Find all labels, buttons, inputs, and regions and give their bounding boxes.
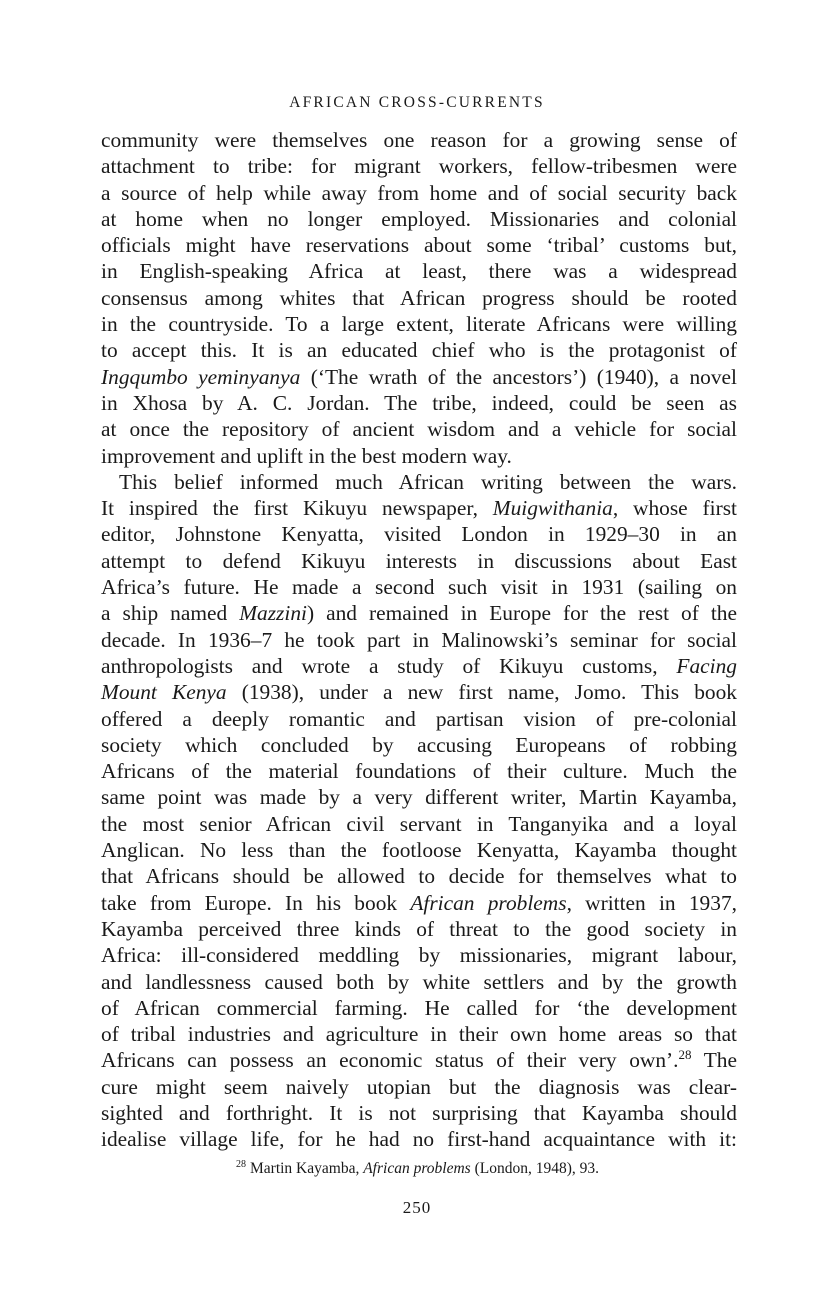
text-run: consensus among whites that African progress should be rooted [101, 285, 737, 310]
text-run: and landlessness caused both by white settlers and by the growth [101, 969, 737, 994]
text-line [101, 995, 737, 1021]
text-run: improvement and uplift in the best modern way. [101, 443, 512, 468]
text-line [101, 285, 737, 311]
text-run: of African commercial farming. He called for ‘the development [101, 995, 737, 1020]
footnote [236, 1159, 736, 1179]
text-line [101, 969, 737, 995]
text-run: sighted and forthright. It is not surprising that Kayamba should [101, 1100, 737, 1125]
text-line [101, 811, 737, 837]
text-run: the most senior African civil servant in Tanganyika and a loyal [101, 811, 737, 836]
text-run: anthropologists and wrote a study of Kikuyu customs, [101, 653, 677, 678]
text-run: of tribal industries and agriculture in their own home areas so that [101, 1022, 737, 1047]
text-run: in Xhosa by A. C. Jordan. The tribe, indeed, could be seen as [101, 390, 737, 415]
body-text [101, 127, 737, 1153]
text-run: a ship named [101, 601, 240, 626]
footnote-reference: 28 [678, 1047, 692, 1063]
text-run: Africans of the material foundations of their culture. Much the [101, 759, 737, 784]
text-run: It inspired the first Kikuyu newspaper, [101, 496, 493, 521]
text-run: attachment to tribe: for migrant workers, fellow-tribesmen were [101, 154, 737, 179]
text-line [101, 258, 737, 284]
text-run: in the countryside. To a large extent, literate Africans were willing [101, 312, 737, 337]
text-line [101, 706, 737, 732]
text-run: Africa: ill-considered meddling by missionaries, migrant labour, [101, 943, 737, 968]
text-line [101, 206, 737, 232]
text-line [101, 942, 737, 968]
text-line [101, 364, 737, 390]
italic-title: Mount Kenya [101, 680, 227, 705]
text-line [101, 232, 737, 258]
text-line [101, 548, 737, 574]
text-run: decade. In 1936–7 he took part in Malinowski’s seminar for social [101, 627, 737, 652]
text-line [101, 469, 737, 495]
text-run: Africans can possess an economic status of their very own’. [101, 1048, 679, 1073]
text-run: society which concluded by accusing Europeans of robbing [101, 732, 737, 757]
text-run: in English-speaking Africa at least, there was a widespread [101, 259, 737, 284]
text-run: editor, Johnstone Kenyatta, visited London in 1929–30 in an [101, 522, 737, 547]
text-line [101, 653, 737, 679]
text-run: (‘The wrath of the ancestors’) (1940), a novel [300, 364, 737, 389]
text-line [101, 627, 737, 653]
text-run: This belief informed much African writing between the wars. [119, 469, 737, 494]
text-run: (1938), under a new first name, Jomo. This book [226, 680, 738, 705]
text-run: cure might seem naively utopian but the diagnosis was clear- [101, 1074, 737, 1099]
footnote-marker: 28 [236, 1158, 246, 1170]
text-line [101, 1074, 737, 1100]
text-line [101, 1126, 737, 1152]
text-line [101, 890, 737, 916]
text-line [101, 337, 737, 363]
text-run: attempt to defend Kikuyu interests in discussions about East [101, 548, 737, 573]
text-run: at home when no longer employed. Missionaries and colonial [101, 206, 737, 231]
italic-title: Facing [676, 653, 737, 678]
text-run: offered a deeply romantic and partisan vision of pre-colonial [101, 706, 737, 731]
text-run: a source of help while away from home and of social security back [101, 180, 737, 205]
text-line [101, 153, 737, 179]
text-line [101, 1100, 737, 1126]
text-run: to accept this. It is an educated chief who is the protagonist of [101, 338, 737, 363]
footnote-text-after: (London, 1948), 93. [470, 1160, 599, 1177]
text-line [101, 311, 737, 337]
text-run: that Africans should be allowed to decide for themselves what to [101, 864, 737, 889]
text-run: at once the repository of ancient wisdom and a vehicle for social [101, 417, 737, 442]
footnote-title: African problems [363, 1160, 471, 1177]
text-run: Anglican. No less than the footloose Kenyatta, Kayamba thought [101, 838, 737, 863]
text-line [101, 495, 737, 521]
text-line [101, 679, 737, 705]
italic-title: Muigwithania [492, 496, 613, 521]
text-line [101, 732, 737, 758]
italic-title: Mazzini [239, 601, 307, 626]
text-line [101, 180, 737, 206]
text-line [101, 521, 737, 547]
text-run: , written in 1937, [566, 890, 737, 915]
text-line [101, 1021, 737, 1047]
text-run: The [691, 1048, 737, 1073]
text-run: same point was made by a very different writer, Martin Kayamba, [101, 785, 737, 810]
text-run: community were themselves one reason for a growing sense of [101, 128, 737, 152]
text-line [101, 916, 737, 942]
text-line [101, 1047, 737, 1073]
text-line [101, 127, 737, 153]
text-run: idealise village life, for he had no first-hand acquaintance with it: [101, 1127, 737, 1152]
text-line [101, 837, 737, 863]
text-line [101, 758, 737, 784]
text-line [101, 600, 737, 626]
text-run: officials might have reservations about some ‘tribal’ customs but, [101, 233, 737, 258]
footnote-text-before: Martin Kayamba, [250, 1160, 364, 1177]
page-number: 250 [402, 1198, 432, 1217]
text-run: take from Europe. In his book [101, 890, 411, 915]
text-line [101, 863, 737, 889]
text-run: , whose first [612, 496, 737, 521]
italic-title: Ingqumbo yeminyanya [101, 364, 301, 389]
text-line [101, 416, 737, 442]
text-line [101, 443, 737, 469]
text-line [101, 574, 737, 600]
text-run: Africa’s future. He made a second such visit in 1931 (sailing on [101, 575, 737, 600]
text-line [101, 784, 737, 810]
running-head: AFRICAN CROSS-CURRENTS [289, 94, 545, 111]
text-run: Kayamba perceived three kinds of threat to the good society in [101, 916, 737, 941]
text-line [101, 390, 737, 416]
italic-title: African problems [410, 890, 567, 915]
text-run: ) and remained in Europe for the rest of the [306, 601, 737, 626]
